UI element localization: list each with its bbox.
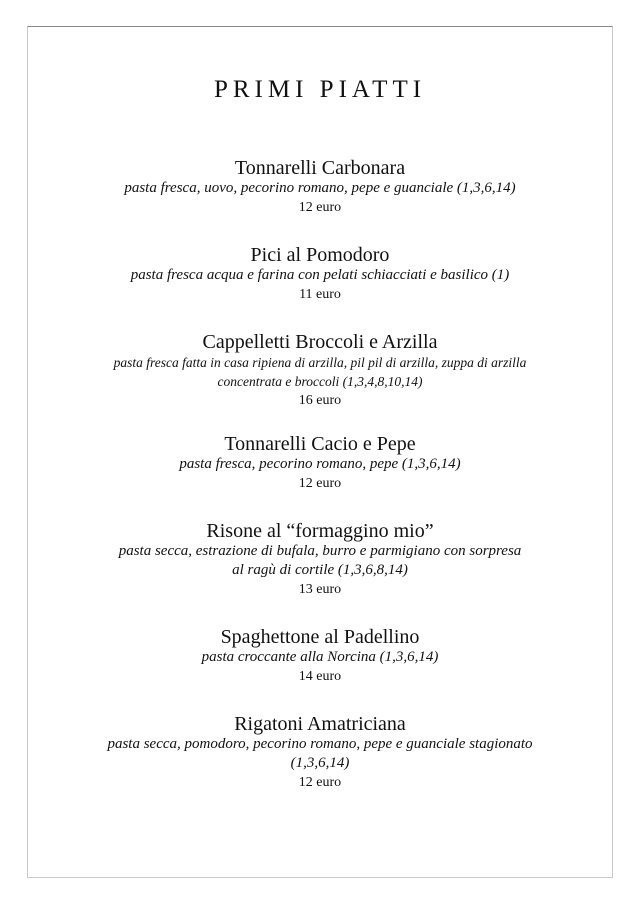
dish-description: pasta croccante alla Norcina (1,3,6,14): [201, 649, 439, 665]
menu-item-tonnarelli-cacio-e-pepe: [28, 433, 612, 493]
dish-price: 16 euro: [298, 393, 342, 408]
dish-description-line-2: al ragù di cortile (1,3,6,8,14): [232, 562, 408, 578]
dish-description-line-1: pasta fresca fatta in casa ripiena di arzilla, pil pil di arzilla, zuppa di arzilla: [113, 355, 527, 370]
dish-price: 12 euro: [298, 200, 342, 215]
dish-price: 13 euro: [298, 582, 342, 597]
dish-price: 11 euro: [299, 287, 341, 302]
dish-description-line-1: pasta secca, estrazione di bufala, burro e parmigiano con sorpresa: [118, 543, 522, 559]
dish-price: 12 euro: [298, 775, 342, 790]
dish-price: 14 euro: [298, 669, 342, 684]
menu-item-risone-formaggino-mio: [28, 520, 612, 599]
dish-name: Pici al Pomodoro: [250, 244, 390, 266]
dish-description: pasta fresca acqua e farina con pelati schiacciati e basilico (1): [130, 267, 510, 283]
dish-name: Cappelletti Broccoli e Arzilla: [202, 331, 438, 353]
dish-name: Tonnarelli Carbonara: [234, 157, 406, 179]
dish-description-line-2: (1,3,6,14): [290, 755, 350, 771]
dish-name: Spaghettone al Padellino: [220, 626, 420, 648]
dish-name: Rigatoni Amatriciana: [234, 713, 406, 735]
dish-price: 12 euro: [298, 476, 342, 491]
dish-description-line-2: concentrata e broccoli (1,3,4,8,10,14): [217, 374, 423, 389]
menu-item-pici-al-pomodoro: [28, 244, 612, 304]
dish-description-line-1: pasta secca, pomodoro, pecorino romano, pepe e guanciale stagionato: [107, 736, 533, 752]
dish-name: Risone al “formaggino mio”: [206, 520, 434, 542]
dish-description: pasta fresca, uovo, pecorino romano, pepe e guanciale (1,3,6,14): [124, 180, 516, 196]
menu-title: PRIMI PIATTI: [213, 76, 427, 103]
menu-item-spaghettone-al-padellino: [28, 626, 612, 686]
dish-description: pasta fresca, pecorino romano, pepe (1,3,6,14): [179, 456, 461, 472]
menu-item-rigatoni-amatriciana: [28, 713, 612, 792]
menu-item-tonnarelli-carbonara: [28, 157, 612, 217]
menu-page: [27, 26, 613, 878]
menu-item-cappelletti-broccoli-arzilla: [28, 331, 612, 410]
dish-name: Tonnarelli Cacio e Pepe: [224, 433, 416, 455]
